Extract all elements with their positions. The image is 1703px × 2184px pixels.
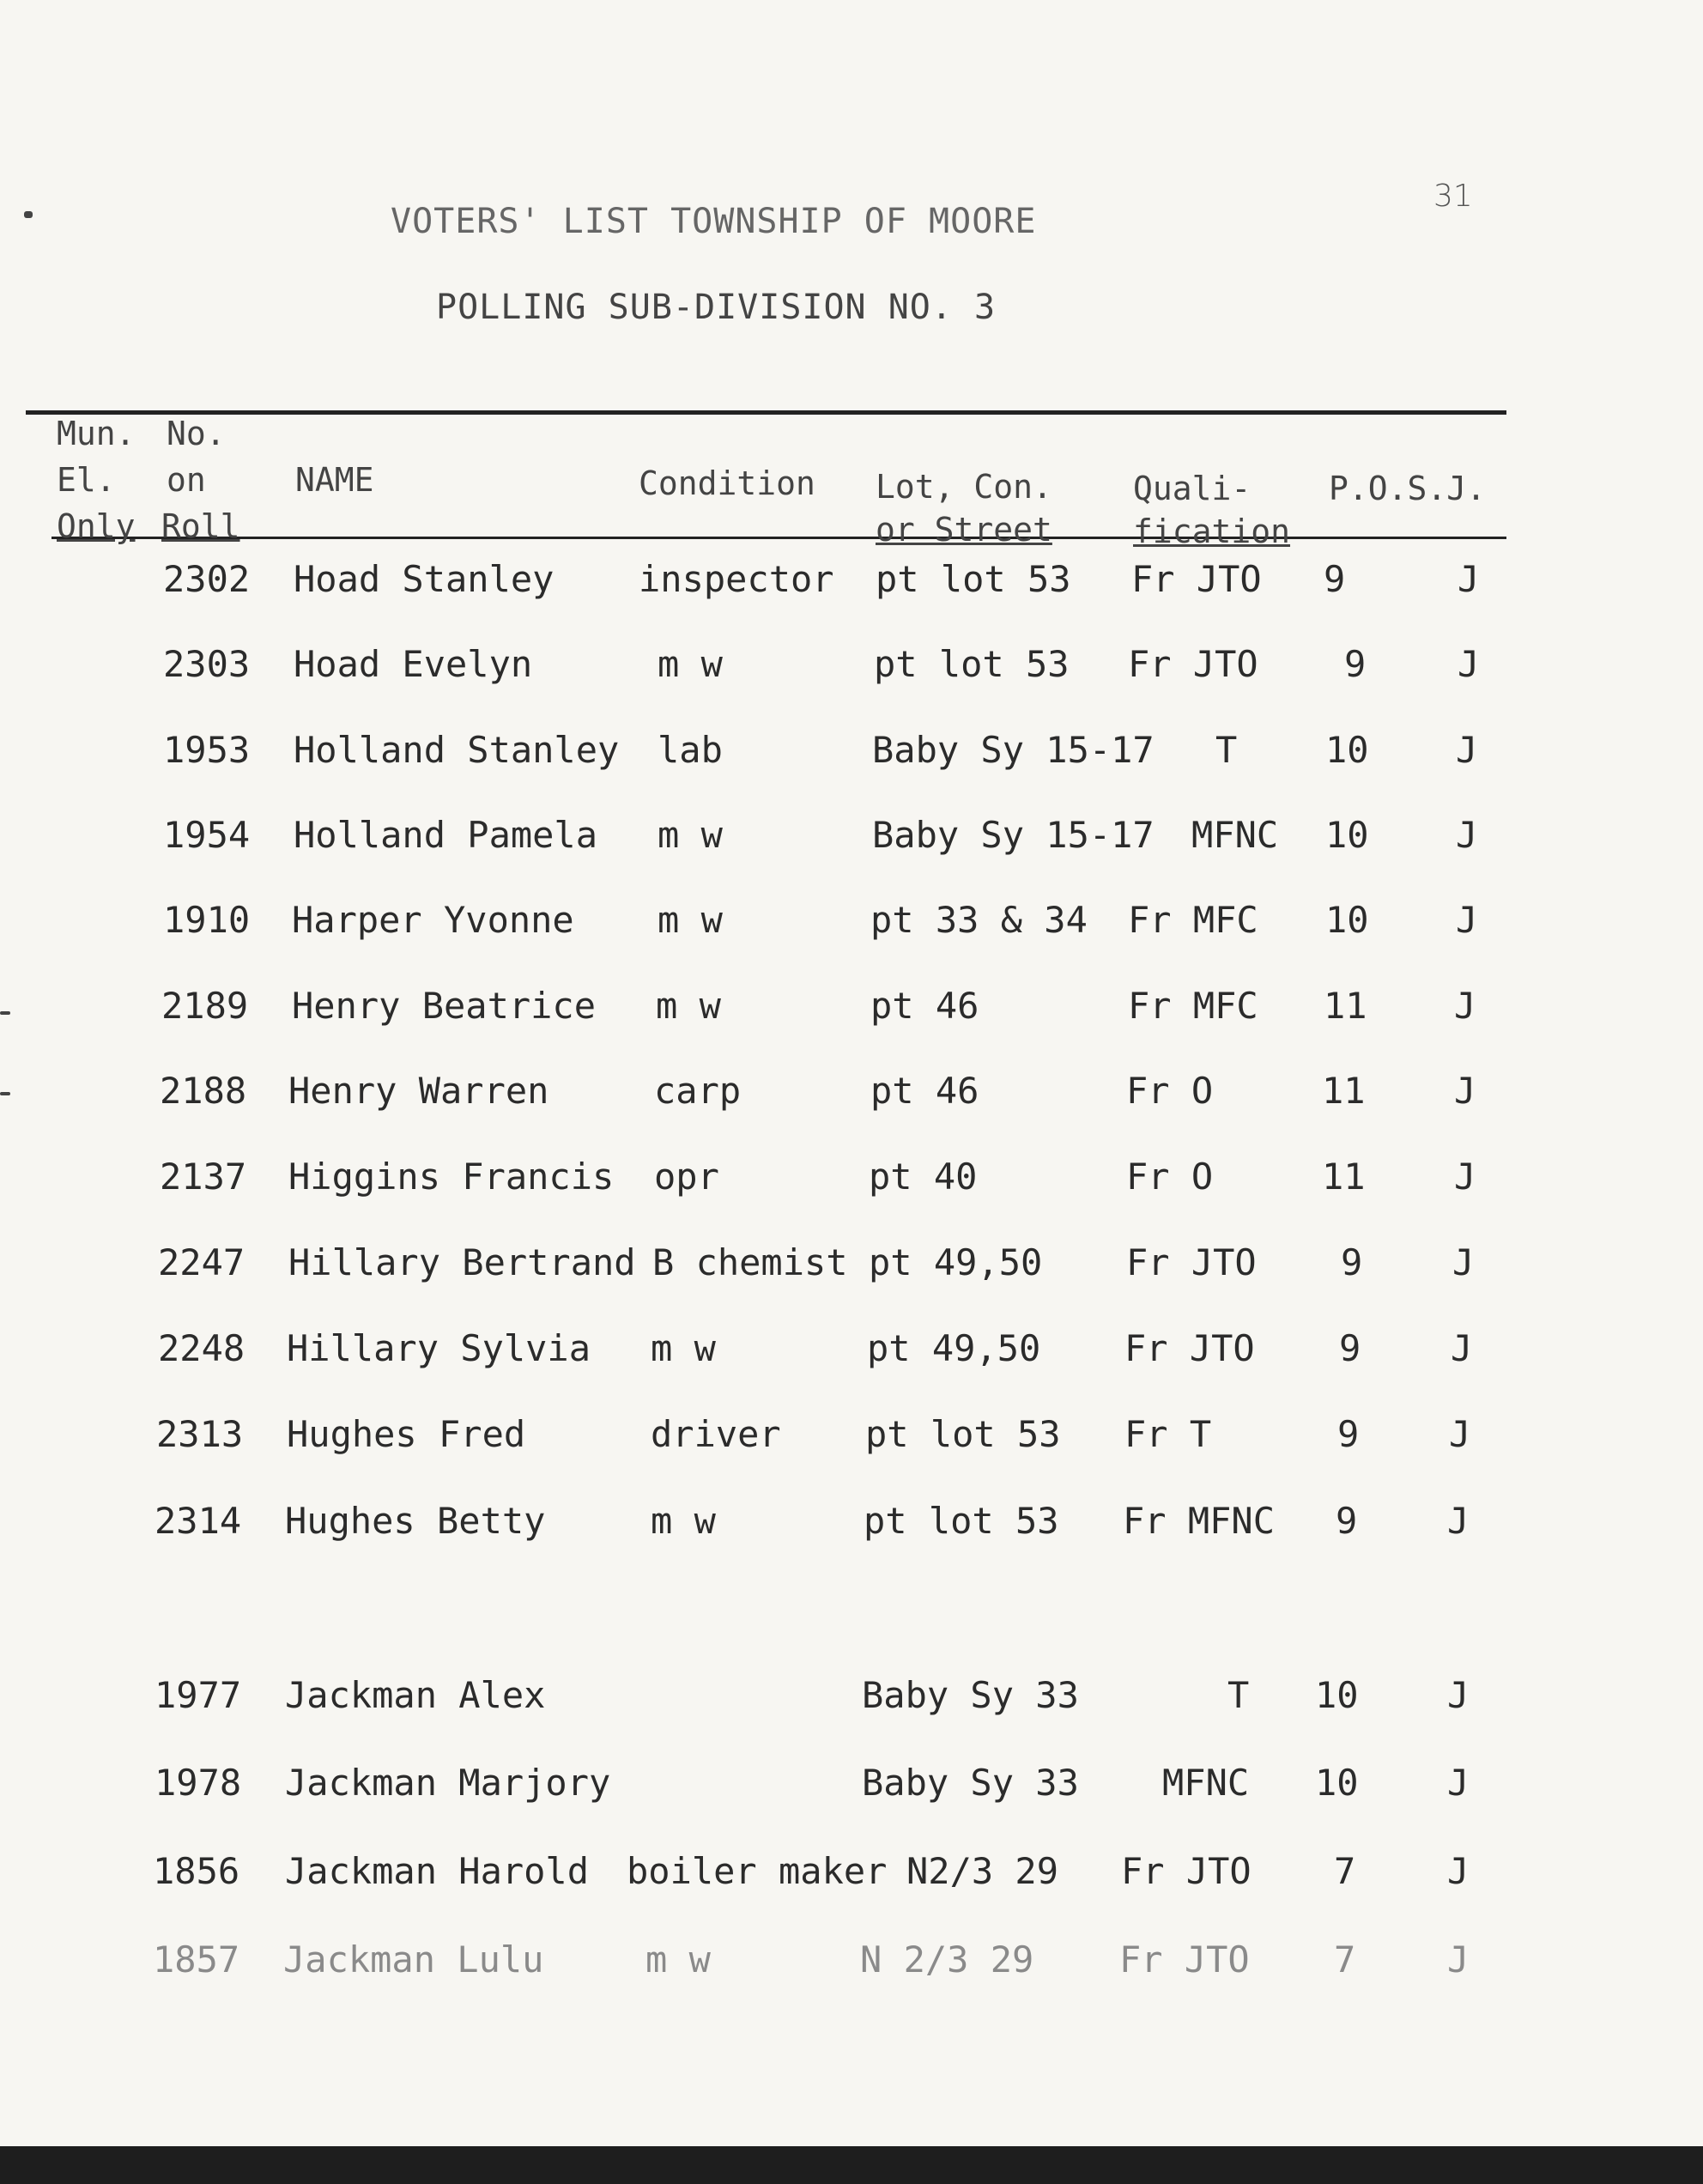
lot-concession: Baby Sy 15-17 [872, 814, 1155, 856]
j-mark: J [1451, 1327, 1473, 1369]
voter-name: Harper Yvonne [292, 899, 574, 941]
qualification: Fr JTO [1131, 558, 1262, 600]
table-row [0, 801, 1703, 870]
j-mark: J [1454, 1156, 1476, 1198]
qualification: MFNC [1191, 814, 1279, 856]
qualification: MFNC [1162, 1762, 1250, 1804]
roll-number: 2137 [160, 1156, 247, 1198]
table-row [0, 545, 1703, 614]
header-condition: Condition [639, 464, 815, 502]
roll-number: 2313 [156, 1413, 244, 1455]
roll-number: 2248 [158, 1327, 245, 1369]
table-row [0, 1057, 1703, 1125]
condition: m w [658, 643, 723, 685]
roll-number: 1977 [155, 1674, 242, 1716]
pos-number: 9 [1341, 1241, 1363, 1283]
condition: m w [651, 1327, 716, 1369]
voter-name: Hughes Fred [287, 1413, 526, 1455]
j-mark: J [1454, 1070, 1476, 1112]
table-row [0, 1143, 1703, 1211]
table-row [0, 1661, 1703, 1730]
voter-name: Jackman Lulu [283, 1938, 544, 1981]
table-row [0, 972, 1703, 1040]
condition: boiler maker [627, 1850, 888, 1892]
header-no-line-3: Roll [161, 507, 240, 545]
voter-name: Hughes Betty [285, 1500, 546, 1542]
lot-concession: pt 33 & 34 [870, 899, 1088, 941]
scan-bottom-edge [0, 2146, 1703, 2184]
roll-number: 1856 [153, 1850, 240, 1892]
roll-number: 2189 [161, 985, 249, 1027]
voter-name: Jackman Harold [285, 1850, 590, 1892]
voter-name: Henry Warren [288, 1070, 549, 1112]
voter-name: Hoad Stanley [294, 558, 555, 600]
roll-number: 1978 [155, 1762, 242, 1804]
condition: driver [651, 1413, 781, 1455]
table-row [0, 1837, 1703, 1906]
lot-concession: Baby Sy 33 [862, 1762, 1079, 1804]
margin-mark [24, 211, 33, 218]
roll-number: 2302 [163, 558, 251, 600]
lot-concession: pt 40 [869, 1156, 978, 1198]
condition: inspector [639, 558, 834, 600]
condition: m w [658, 814, 723, 856]
qualification: T [1227, 1674, 1250, 1716]
voter-name: Jackman Marjory [285, 1762, 611, 1804]
roll-number: 2303 [163, 643, 251, 685]
page-subtitle: POLLING SUB-DIVISION NO. 3 [436, 288, 997, 327]
j-mark: J [1454, 985, 1476, 1027]
qualification: Fr O [1126, 1156, 1214, 1198]
condition: lab [658, 729, 723, 771]
table-row [0, 1228, 1703, 1297]
j-mark: J [1456, 814, 1478, 856]
qualification: Fr MFC [1128, 899, 1258, 941]
lot-concession: pt lot 53 [876, 558, 1071, 600]
condition: m w [658, 899, 723, 941]
header-mun-line-1: Mun. [57, 415, 136, 452]
pos-number: 9 [1324, 558, 1346, 600]
roll-number: 2314 [155, 1500, 242, 1542]
lot-concession: pt lot 53 [874, 643, 1070, 685]
voter-name: Holland Stanley [294, 729, 620, 771]
lot-concession: Baby Sy 33 [862, 1674, 1079, 1716]
lot-concession: pt 46 [870, 1070, 979, 1112]
lot-concession: pt 49,50 [867, 1327, 1041, 1369]
qualification: T [1215, 729, 1238, 771]
page-number: 31 [1433, 179, 1473, 214]
table-row [0, 716, 1703, 785]
lot-concession: pt 49,50 [869, 1241, 1043, 1283]
j-mark: J [1447, 1850, 1470, 1892]
lot-concession: Baby Sy 15-17 [872, 729, 1155, 771]
j-mark: J [1447, 1500, 1470, 1542]
table-row [0, 1487, 1703, 1556]
table-row [0, 1926, 1703, 1994]
pos-number: 9 [1336, 1500, 1358, 1542]
voter-name: Higgins Francis [288, 1156, 615, 1198]
pos-number: 9 [1339, 1327, 1361, 1369]
table-row [0, 1749, 1703, 1817]
j-mark: J [1447, 1938, 1470, 1981]
header-qual-line-1: Quali- [1133, 470, 1251, 507]
header-no-line-1: No. [167, 415, 226, 452]
lot-concession: N 2/3 29 [860, 1938, 1034, 1981]
qualification: Fr JTO [1124, 1327, 1255, 1369]
header-no-line-2: on [167, 461, 206, 499]
roll-number: 2188 [160, 1070, 247, 1112]
table-row [0, 630, 1703, 699]
pos-number: 11 [1324, 985, 1367, 1027]
voter-name: Jackman Alex [285, 1674, 546, 1716]
qualification: Fr MFNC [1123, 1500, 1276, 1542]
qualification: Fr JTO [1121, 1850, 1251, 1892]
roll-number: 1857 [153, 1938, 240, 1981]
page-title: VOTERS' LIST TOWNSHIP OF MOORE [391, 202, 1037, 241]
j-mark: J [1452, 1241, 1475, 1283]
voter-name: Hillary Sylvia [287, 1327, 591, 1369]
qualification: Fr T [1124, 1413, 1212, 1455]
j-mark: J [1458, 558, 1480, 600]
voter-name: Henry Beatrice [292, 985, 597, 1027]
voter-name: Hoad Evelyn [294, 643, 533, 685]
voter-name: Holland Pamela [294, 814, 598, 856]
j-mark: J [1456, 729, 1478, 771]
voter-name: Hillary Bertrand [288, 1241, 636, 1283]
table-row [0, 1400, 1703, 1469]
header-lot-line-1: Lot, Con. [876, 468, 1052, 506]
header-lot-line-2: or Street [876, 511, 1052, 549]
table-row [0, 886, 1703, 955]
j-mark: J [1449, 1413, 1471, 1455]
qualification: Fr O [1126, 1070, 1214, 1112]
lot-concession: N2/3 29 [906, 1850, 1059, 1892]
j-mark: J [1447, 1762, 1470, 1804]
pos-number: 11 [1322, 1156, 1366, 1198]
table-row [0, 1314, 1703, 1383]
j-mark: J [1458, 643, 1480, 685]
qualification: Fr JTO [1126, 1241, 1257, 1283]
header-qual-line-2: fication [1133, 513, 1291, 550]
condition: carp [654, 1070, 742, 1112]
roll-number: 1953 [163, 729, 251, 771]
roll-number: 1910 [163, 899, 251, 941]
lot-concession: pt 46 [870, 985, 979, 1027]
pos-number: 10 [1325, 899, 1369, 941]
pos-number: 10 [1325, 729, 1369, 771]
pos-number: 10 [1315, 1674, 1359, 1716]
pos-number: 10 [1315, 1762, 1359, 1804]
qualification: Fr MFC [1128, 985, 1258, 1027]
roll-number: 2247 [158, 1241, 245, 1283]
condition: B chemist [652, 1241, 848, 1283]
header-mun-line-3: Only [57, 507, 136, 545]
header-name: NAME [295, 461, 374, 499]
lot-concession: pt lot 53 [864, 1500, 1059, 1542]
lot-concession: pt lot 53 [865, 1413, 1061, 1455]
header-mun-line-2: El. [57, 461, 116, 499]
qualification: Fr JTO [1128, 643, 1258, 685]
pos-number: 10 [1325, 814, 1369, 856]
j-mark: J [1447, 1674, 1470, 1716]
roll-number: 1954 [163, 814, 251, 856]
condition: m w [645, 1938, 711, 1981]
pos-number: 9 [1337, 1413, 1360, 1455]
j-mark: J [1456, 899, 1478, 941]
pos-number: 9 [1344, 643, 1367, 685]
pos-number: 7 [1334, 1850, 1356, 1892]
pos-number: 11 [1322, 1070, 1366, 1112]
table-top-rule [26, 410, 1506, 415]
condition: m w [656, 985, 721, 1027]
condition: opr [654, 1156, 719, 1198]
pos-number: 7 [1334, 1938, 1356, 1981]
qualification: Fr JTO [1119, 1938, 1250, 1981]
condition: m w [651, 1500, 716, 1542]
header-posj: P.O.S.J. [1329, 470, 1487, 507]
